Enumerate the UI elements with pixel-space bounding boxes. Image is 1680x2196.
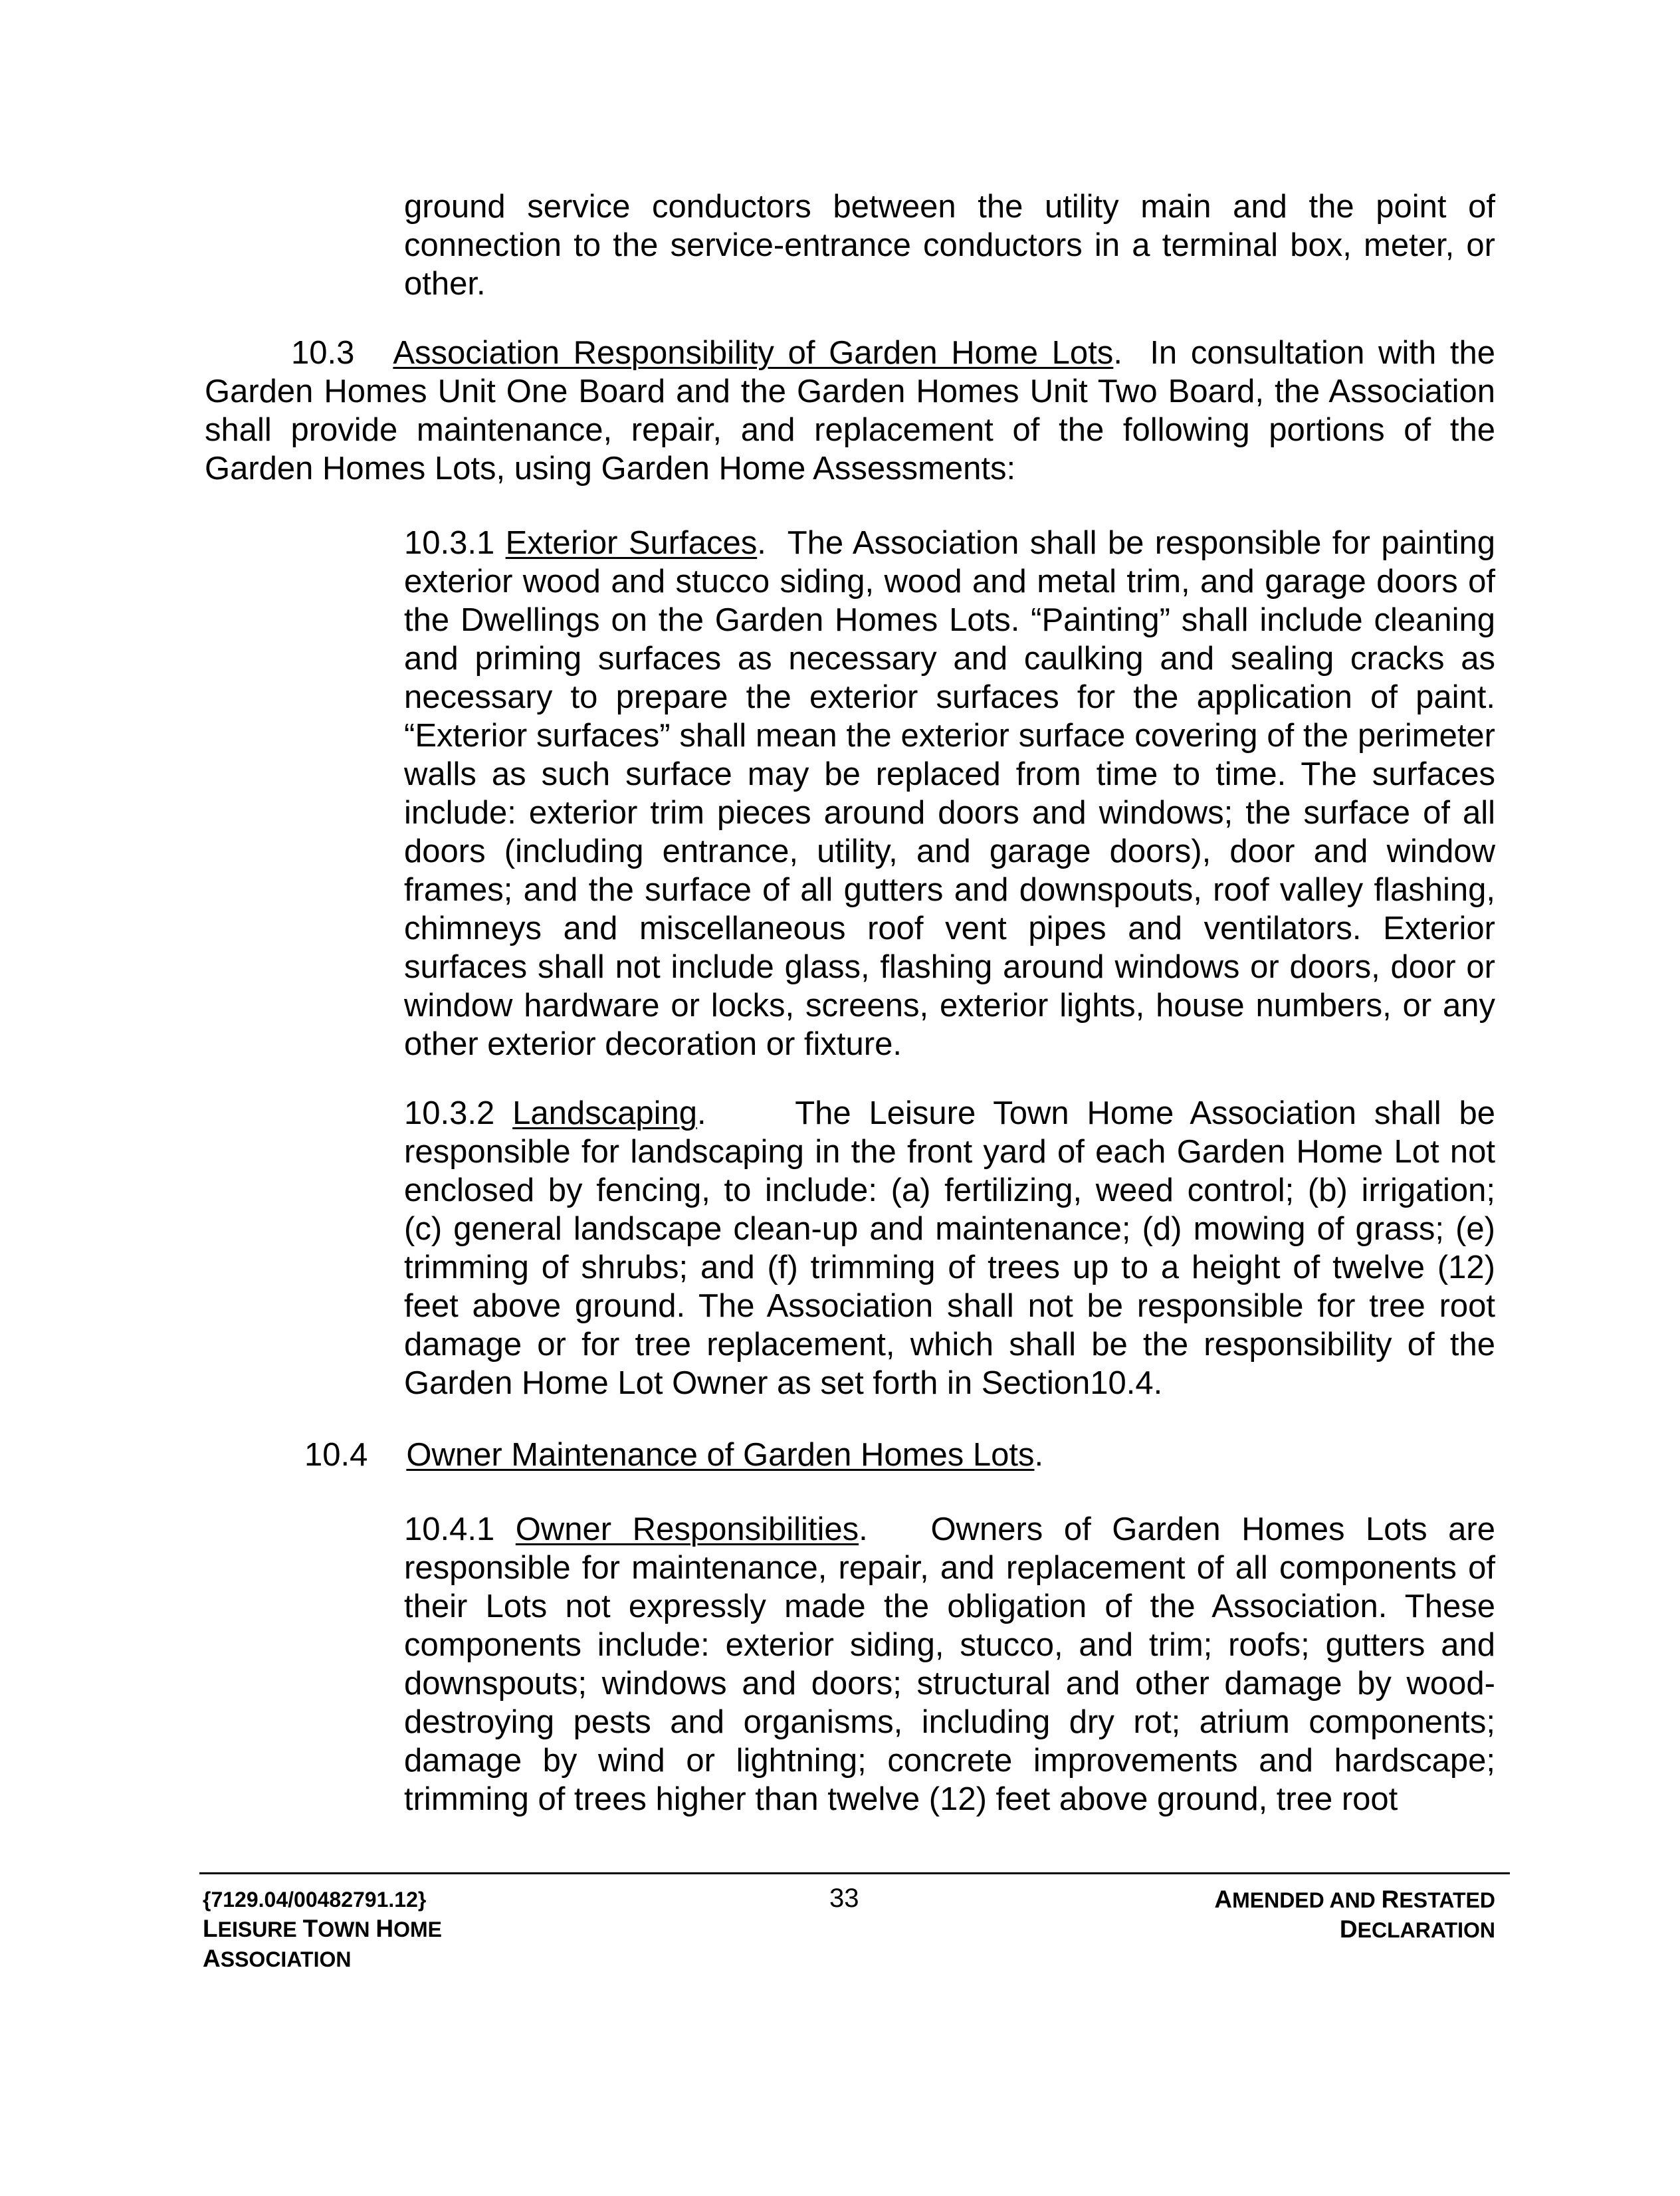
section-10-3 [205,334,1495,488]
continuation-paragraph [404,187,1495,303]
section-heading: Landscaping [512,1095,698,1131]
footer-org-line-1: LEISURE TOWN HOME [203,1915,442,1942]
footer-divider [199,1872,1510,1874]
section-number: 10.3.1 [404,525,495,561]
footer-doc-title-line-1: AMENDED AND RESTATED [1214,1886,1495,1913]
section-heading: Owner Responsibilities [515,1511,859,1547]
heading-punctuation: . [1034,1437,1044,1473]
section-number: 10.3 [291,335,355,371]
heading-punctuation: . [757,525,766,561]
section-heading: Exterior Surfaces [505,525,758,561]
section-text: The Association shall be responsible for painting exterior wood and stucco siding, wood and metal trim, and garage doors of the Dwellings on the Garden Homes Lots. “Painting” shall include cleaning and priming surfaces as necessary and caulking and sealing cracks as necessary to prepare the exterior surfaces for the application of paint. “Exterior surfaces” shall mean the exterior surface covering of the perimeter walls as such surface may be replaced from time to time. The surfaces include: exterior trim pieces around doors and windows; the surface of all doors (including entrance, utility, and garage doors), door and window frames; and the surface of all gutters and downspouts, roof valley flashing, chimneys and miscellaneous roof vent pipes and ventilators. Exterior surfaces shall not include glass, flashing around windows or doors, door or window hardware or locks, screens, exterior lights, house numbers, or any other exterior decoration or fixture. [404,525,1495,1062]
section-number: 10.4 [304,1437,368,1473]
section-number: 10.3.2 [404,1095,495,1131]
heading-punctuation: . [697,1095,706,1131]
footer-right [997,1885,1495,1945]
heading-punctuation: . [1113,335,1122,371]
section-heading: Association Responsibility of Garden Home Lots [393,335,1114,371]
section-10-3-2 [404,1094,1495,1402]
section-text: Owners of Garden Homes Lots are responsible for maintenance, repair, and replacement of all components of their Lots not expressly made the obligation of the Association. These components include: exterior siding, stucco, and trim; roofs; gutters and downspouts; windows and doors; structural and other damage by wood-destroying pests and organisms, including dry rot; atrium components; damage by wind or lightning; concrete improvements and hardscape; trimming of trees higher than twelve (12) feet above ground, tree root [404,1511,1495,1817]
heading-punctuation: . [859,1511,868,1547]
footer-doc-title-line-2: DECLARATION [1339,1916,1495,1943]
section-10-4 [304,1436,1495,1474]
section-10-3-1 [404,524,1495,1063]
section-text: The Leisure Town Home Association shall be responsible for landscaping in the front yard of each Garden Home Lot not enclosed by fencing, to include: (a) fertilizing, weed control; (b) irrigation; (c) general landscape clean-up and maintenance; (d) mowing of grass; (e) trimming of shrubs; and (f) trimming of trees up to a height of twelve (12) feet above ground. The Association shall not be responsible for tree root damage or for tree replacement, which shall be the responsibility of the Garden Home Lot Owner as set forth in Section10.4. [404,1095,1495,1401]
page-number: 33 [829,1884,859,1913]
section-heading: Owner Maintenance of Garden Homes Lots [406,1437,1035,1473]
section-number: 10.4.1 [404,1511,495,1547]
footer-org-line-2: ASSOCIATION [203,1945,352,1972]
section-10-4-1 [404,1510,1495,1818]
footer-left [203,1885,681,1974]
continuation-text: ground service conductors between the utility main and the point of connection to the service-entrance conductors in a terminal box, meter, or other. [404,189,1495,302]
document-id: {7129.04/00482791.12} [203,1888,427,1912]
section-text: In consultation with the Garden Homes Unit One Board and the Garden Homes Unit Two Board, the Association shall provide maintenance, repair, and replacement of the following portions of the Garden Homes Lots, using Garden Home Assessments: [205,335,1495,487]
